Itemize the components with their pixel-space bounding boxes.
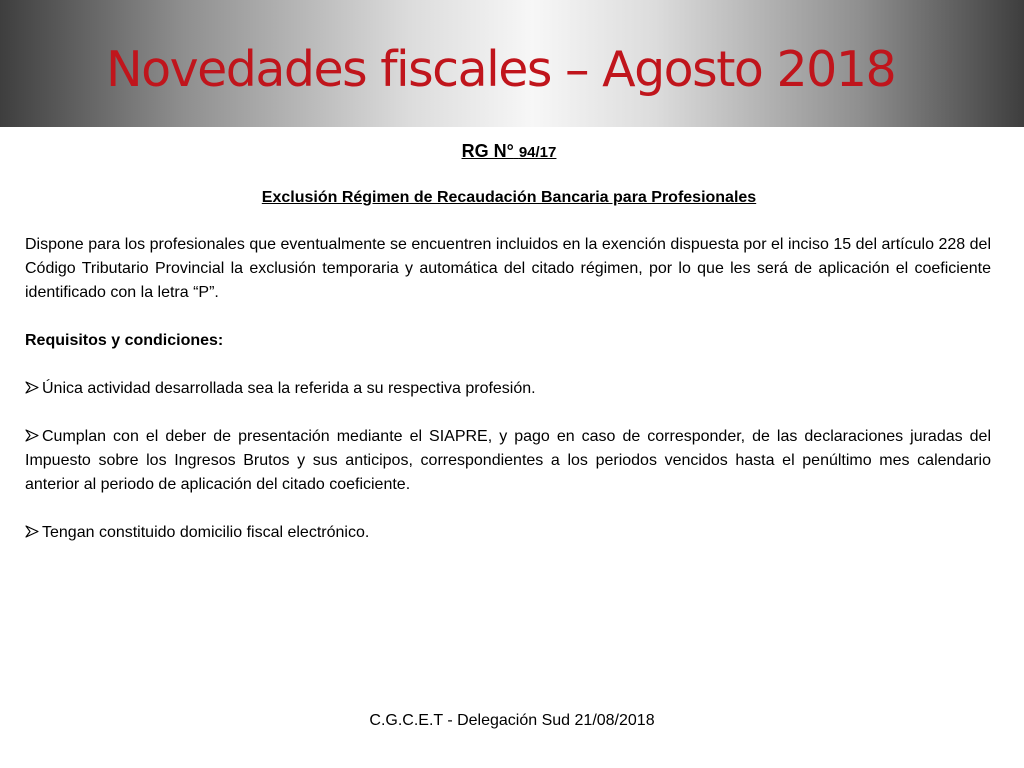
slide-body: [25, 233, 991, 569]
arrow-bullet-icon: [25, 429, 40, 442]
requirement-text: Cumplan con el deber de presentación mediante el SIAPRE, y pago en caso de corresponder, de las declaraciones juradas del Impuesto sobre los Ingresos Brutos y sus anticipos, correspondientes a los periodos vencidos hasta el penúltimo mes calendario anterior al periodo de aplicación del citado coeficiente.: [25, 428, 991, 493]
requirement-text: Tengan constituido domicilio fiscal electrónico.: [42, 524, 370, 541]
rg-reference: [0, 140, 1018, 164]
requirement-item: [25, 425, 991, 497]
rg-number: 94/17: [518, 144, 557, 161]
requirements-heading: Requisitos y condiciones:: [25, 332, 224, 349]
requirement-text: Única actividad desarrollada sea la referida a su respectiva profesión.: [42, 380, 536, 397]
header-band: [0, 0, 1024, 127]
section-subtitle: [0, 188, 1018, 208]
requirement-item: [25, 377, 991, 401]
intro-paragraph: Dispone para los profesionales que eventualmente se encuentren incluidos en la exención dispuesta por el inciso 15 del artículo 228 del Código Tributario Provincial la exclusión temporaria y automática del citado régimen, por lo que les será de aplicación el coeficiente identificado con la letra “P”.: [25, 236, 991, 301]
section-subtitle-text: Exclusión Régimen de Recaudación Bancaria para Profesionales: [261, 189, 757, 206]
slide-title: Novedades fiscales – Agosto 2018: [106, 41, 896, 98]
arrow-bullet-icon: [25, 381, 40, 394]
requirement-item: [25, 521, 991, 545]
arrow-bullet-icon: [25, 525, 40, 538]
slide-footer: C.G.C.E.T - Delegación Sud 21/08/2018: [369, 712, 655, 729]
rg-prefix: RG N°: [461, 141, 514, 161]
